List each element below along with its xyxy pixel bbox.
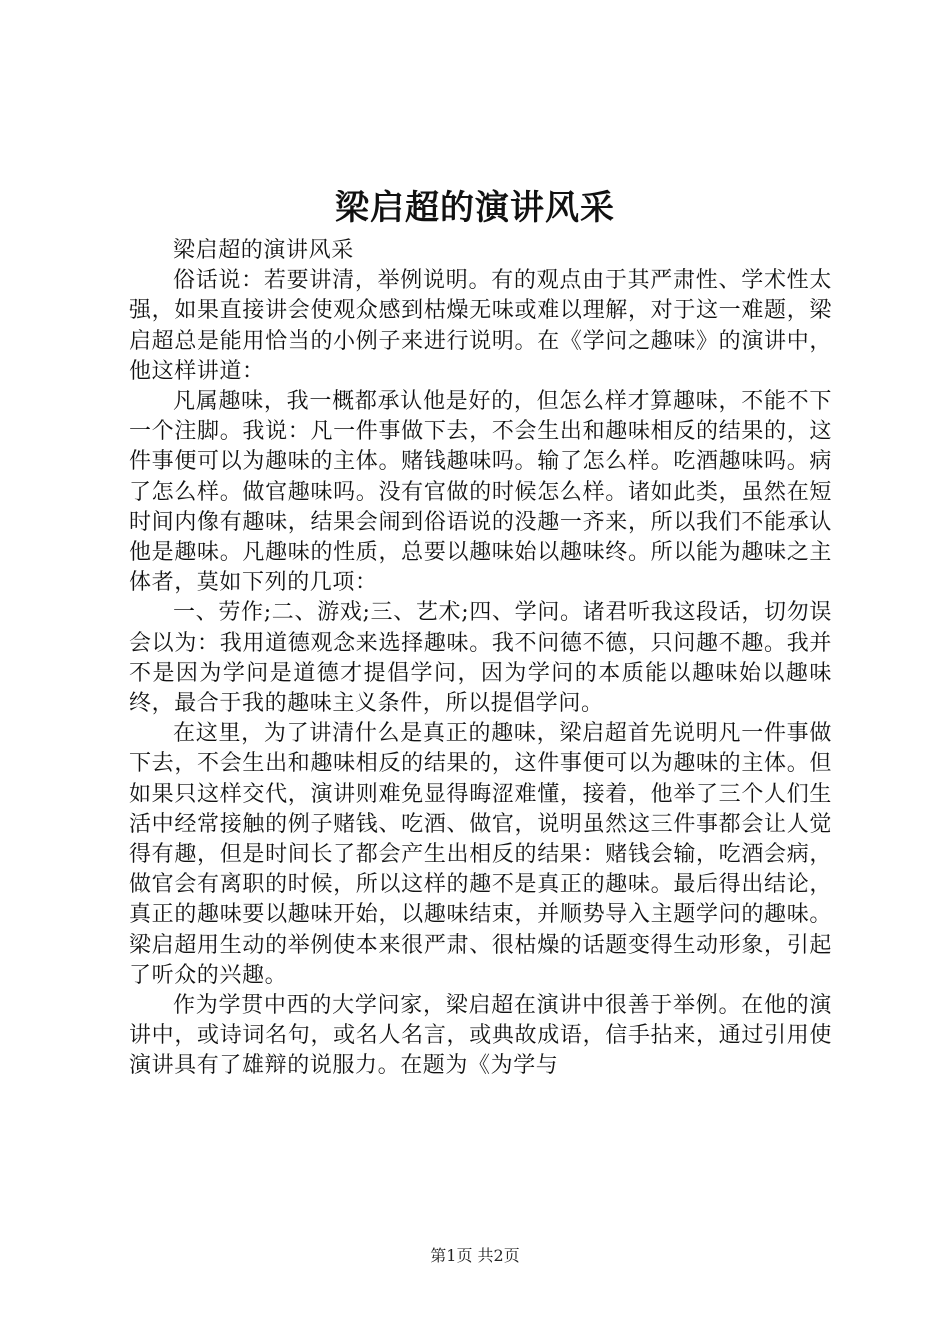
paragraph-subtitle: 梁启超的演讲风采: [173, 238, 354, 263]
paragraph: 凡属趣味，我一概都承认他是好的，但怎么样才算趣味，不能不下一个注脚。我说：凡一件事做下去，不会生出和趣味相反的结果的，这件事便可以为趣味的主体。赌钱趣味吗。输了怎么样。吃酒趣味吗。病了怎么样。做官趣味吗。没有官做的时候怎么样。诸如此类，虽然在短时间内像有趣味，结果会闹到俗语说的没趣一齐来，所以我们不能承认他是趣味。凡趣味的性质，总要以趣味始以趣味终。所以能为趣味之主体者，莫如下列的几项：: [129, 389, 832, 596]
paragraph: 一、劳作;二、游戏;三、艺术;四、学问。诸君听我这段话，切勿误会以为：我用道德观念来选择趣味。我不问德不德，只问趣不趣。我并不是因为学问是道德才提倡学问，因为学问的本质能以趣味始以趣味终，最合于我的趣味主义条件，所以提倡学问。: [129, 600, 832, 717]
page-number-footer: 第1页 共2页: [430, 1246, 520, 1265]
paragraph: 在这里，为了讲清什么是真正的趣味，梁启超首先说明凡一件事做下去，不会生出和趣味相反的结果的，这件事便可以为趣味的主体。但如果只这样交代，演讲则难免显得晦涩难懂，接着，他举了三个人们生活中经常接触的例子赌钱、吃酒、做官，说明虽然这三件事都会让人觉得有趣，但是时间长了都会产生出相反的结果：赌钱会输，吃酒会病，做官会有离职的时候，所以这样的趣不是真正的趣味。最后得出结论，真正的趣味要以趣味开始，以趣味结束，并顺势导入主题学问的趣味。梁启超用生动的举例使本来很严肃、很枯燥的话题变得生动形象，引起了听众的兴趣。: [129, 721, 832, 988]
paragraph: 俗话说：若要讲清，举例说明。有的观点由于其严肃性、学术性太强，如果直接讲会使观众感到枯燥无味或难以理解，对于这一难题，梁启超总是能用恰当的小例子来进行说明。在《学问之趣味》的演讲中，他这样讲道：: [129, 268, 832, 384]
document-title: 梁启超的演讲风采: [335, 188, 615, 228]
paragraph: 作为学贯中西的大学问家，梁启超在演讲中很善于举例。在他的演讲中，或诗词名句，或名人名言，或典故成语，信手拈来，通过引用使演讲具有了雄辩的说服力。在题为《为学与: [129, 993, 832, 1079]
document-body: [129, 236, 832, 1082]
